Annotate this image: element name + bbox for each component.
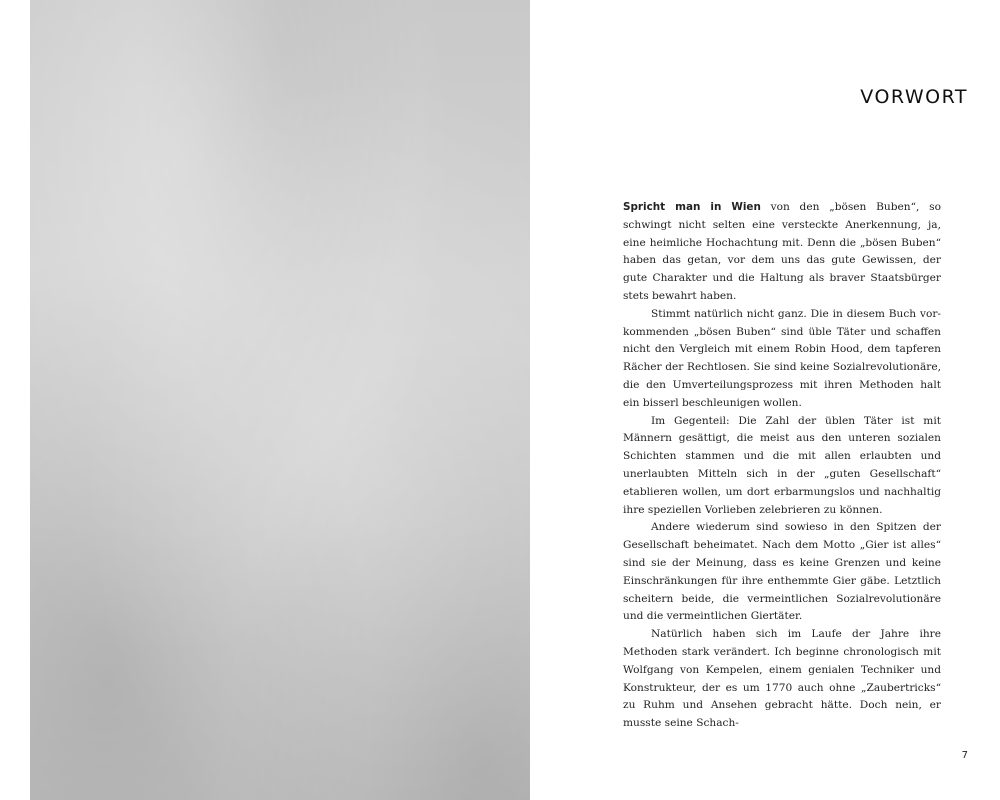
paragraph-4: Andere wiederum sind sowieso in den Spitzen der Gesellschaft beheimatet. Nach dem Motto „Gier ist alles“ sind sie der Meinung, dass es keine Grenzen und keine Einschränkungen für ihre enthemmte Gier gäbe. Letztlich scheitern beide, die vermeintlichen Sozialrevolutionäre und die vermeintlichen Giertäter. (623, 521, 941, 623)
gray-texture-image (30, 0, 530, 800)
body-text (623, 199, 941, 733)
paragraph-1 (623, 199, 941, 306)
paragraph-1-text: von den „bösen Buben“, so schwingt nicht selten eine versteckte Anerkennung, ja, eine heimliche Hochachtung mit. Denn die „bösen Buben“ haben das getan, vor dem uns das gute Gewissen, der gute Charakter und die Haltung als braver Staatsbürger stets bewahrt haben. (623, 201, 941, 302)
lead-in-text: Spricht man in Wien (623, 201, 761, 213)
page-number: 7 (961, 750, 968, 761)
paragraph-2: Stimmt natürlich nicht ganz. Die in diesem Buch vorkommenden „bösen Buben“ sind üble Täter und schaffen nicht den Vergleich mit einem Robin Hood, dem tapferen Rächer der Rechtlosen. Sie sind keine Sozialrevolutionäre, die den Umverteilungsprozess mit ihren Methoden halt ein bisserl beschleunigen wollen. (623, 307, 941, 409)
paragraph-5: Natürlich haben sich im Laufe der Jahre ihre Methoden stark verändert. Ich beginne chronologisch mit Wolfgang von Kempelen, einem genialen Techniker und Konstrukteur, der es um 1770 auch ohne „Zaubertricks“ zu Ruhm und Ansehen gebracht hätte. Doch nein, er musste seine Schach- (623, 628, 941, 730)
chapter-heading: VORWORT (860, 86, 968, 108)
paragraph-3: Im Gegenteil: Die Zahl der üblen Täter ist mit Männern gesättigt, die meist aus den unteren sozialen Schichten stammen und die mit allen erlaubten und unerlaubten Mitteln sich in der „guten Gesellschaft“ etablieren wollen, um dort erbarmungslos und nachhaltig ihre speziellen Vorlieben zelebrieren zu können. (623, 414, 941, 516)
